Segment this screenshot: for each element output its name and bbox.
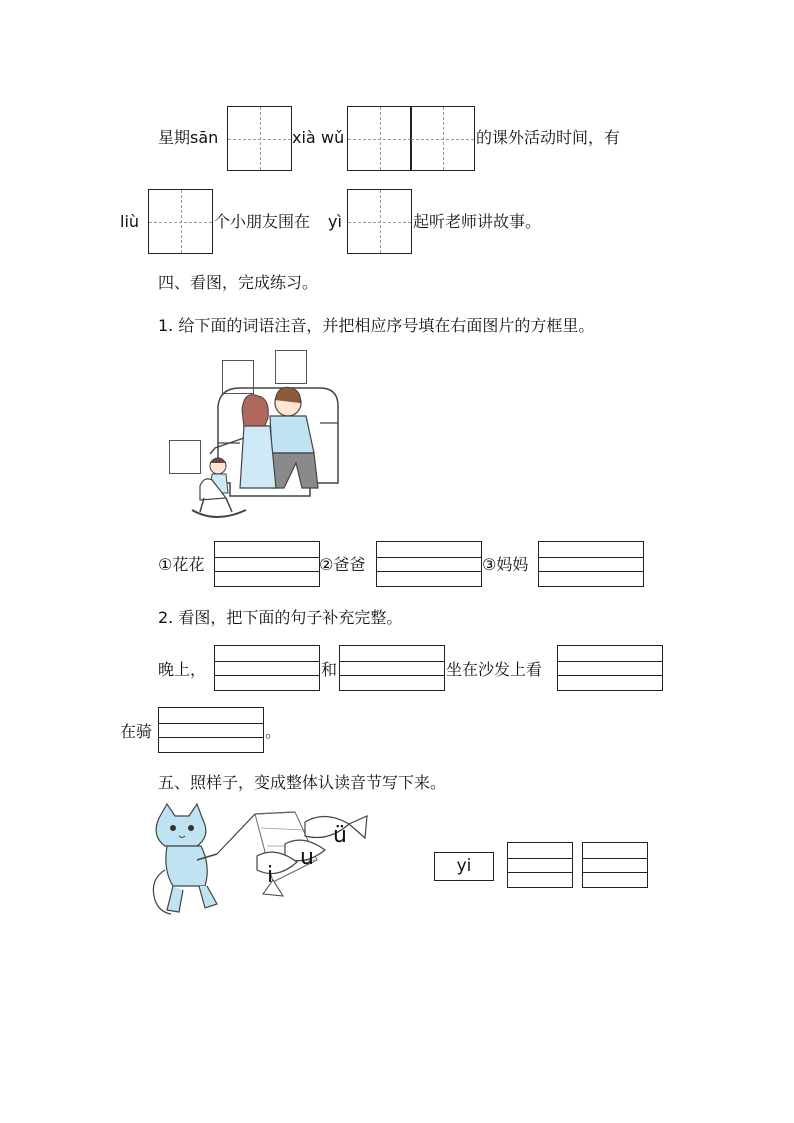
sentence-part: 和 [321,660,338,679]
pinyin-san: sān [190,128,219,147]
pinyin-yi: yì [328,212,342,231]
section-heading: 五、照样子，变成整体认读音节写下来。 [158,773,447,792]
sentence-part: 星期 [158,128,191,147]
tianzige-box[interactable] [227,106,292,171]
answer-square[interactable] [275,350,307,384]
answer-lines[interactable] [557,645,663,691]
sentence-part: 个小朋友围在 [214,212,311,231]
answer-lines[interactable] [158,707,264,753]
answer-lines[interactable] [339,645,445,691]
answer-square[interactable] [222,360,254,394]
pinyin-writing-lines[interactable] [538,541,644,587]
example-syllable-box [434,852,494,881]
question-prompt: 2. 看图，把下面的句子补充完整。 [158,608,403,627]
tianzige-box[interactable] [410,106,475,171]
tianzige-box[interactable] [347,106,412,171]
fish-letter: i [267,863,274,888]
fish-letter: u [300,845,314,870]
sentence-end: 。 [265,722,282,741]
question-prompt: 1. 给下面的词语注音，并把相应序号填在右面图片的方框里。 [158,316,595,335]
answer-lines[interactable] [214,645,320,691]
sentence-part: 在骑 [120,722,153,741]
pinyin-writing-lines[interactable] [214,541,320,587]
pinyin-writing-lines[interactable] [376,541,482,587]
tianzige-box[interactable] [148,189,213,254]
sentence-part: 坐在沙发上看 [446,660,543,679]
family-sofa-illustration [160,348,350,528]
pinyin-xia: xià [292,128,316,147]
tianzige-box[interactable] [347,189,412,254]
fish-letter: ü [333,823,347,848]
sentence-part: 的课外活动时间，有 [476,128,621,147]
pinyin-liu: liù [120,212,140,231]
sentence-part: 起听老师讲故事。 [413,212,542,231]
answer-square[interactable] [169,440,201,474]
example-syllable: yi [456,856,472,876]
syllable-writing-lines[interactable] [507,842,573,888]
word-baba: ②爸爸 [319,555,366,574]
pinyin-wu: wǔ [321,128,345,147]
word-mama: ③妈妈 [482,555,529,574]
syllable-writing-lines[interactable] [582,842,648,888]
sentence-part: 晚上， [158,660,207,679]
word-huahua: ①花花 [158,555,205,574]
section-heading: 四、看图，完成练习。 [158,273,319,292]
